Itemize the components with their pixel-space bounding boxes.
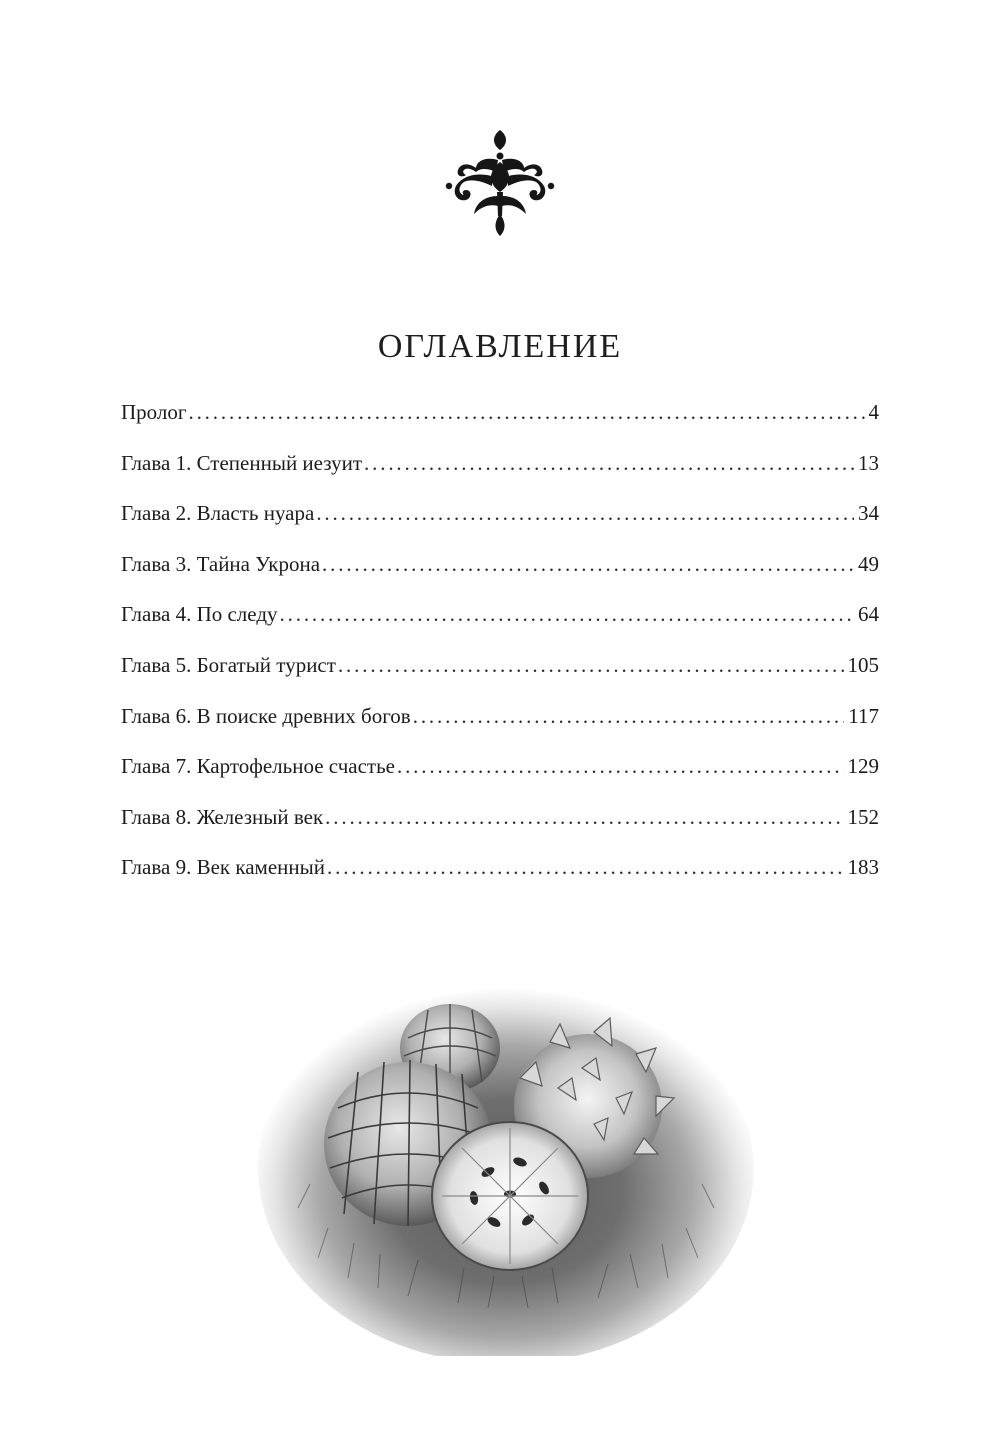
toc-entry-label: Глава 3. Тайна Укрона (121, 551, 321, 576)
toc-entry-chapter-5[interactable] (121, 653, 879, 704)
toc-entry-page: 13 (858, 450, 879, 475)
table-of-contents (121, 400, 879, 906)
toc-entry-page: 4 (868, 400, 879, 424)
toc-dot-leader (327, 855, 844, 880)
toc-dot-leader (338, 653, 844, 678)
toc-entry-prologue[interactable] (121, 400, 879, 451)
toc-entry-label: Глава 5. Богатый турист (121, 652, 336, 677)
toc-entry-label: Глава 9. Век каменный (121, 855, 325, 880)
toc-entry-page: 64 (858, 602, 879, 627)
toc-entry-label: Глава 8. Железный век (121, 804, 324, 829)
toc-dot-leader (364, 451, 854, 476)
toc-entry-label: Глава 4. По следу (121, 602, 278, 627)
toc-dot-leader (316, 501, 854, 526)
fruit-illustration (258, 958, 754, 1356)
toc-dot-leader (397, 754, 844, 779)
toc-entry-page: 34 (858, 501, 879, 526)
toc-entry-chapter-3[interactable] (121, 552, 879, 603)
toc-entry-label: Пролог (121, 400, 187, 424)
toc-entry-page: 129 (847, 754, 879, 779)
toc-dot-leader (413, 704, 845, 729)
toc-entry-chapter-4[interactable] (121, 602, 879, 653)
toc-dot-leader (322, 552, 854, 577)
toc-entry-page: 183 (847, 855, 879, 880)
toc-heading: ОГЛАВЛЕНИЕ (377, 328, 623, 365)
toc-entry-chapter-2[interactable] (121, 501, 879, 552)
toc-entry-label: Глава 2. Власть нуара (121, 501, 315, 526)
toc-entry-chapter-8[interactable] (121, 805, 879, 856)
toc-entry-page: 117 (848, 703, 879, 728)
toc-entry-label: Глава 7. Картофельное счастье (121, 754, 395, 779)
toc-entry-page: 105 (847, 652, 879, 677)
toc-entry-chapter-1[interactable] (121, 451, 879, 502)
toc-dot-leader (325, 805, 843, 830)
toc-entry-chapter-9[interactable] (121, 855, 879, 906)
floral-ornament-icon (440, 126, 560, 238)
toc-entry-label: Глава 6. В поиске древних богов (121, 703, 411, 728)
toc-entry-chapter-6[interactable] (121, 704, 879, 755)
toc-entry-page: 152 (847, 804, 879, 829)
toc-entry-page: 49 (858, 551, 879, 576)
toc-dot-leader (280, 602, 854, 627)
toc-entry-label: Глава 1. Степенный иезуит (121, 450, 363, 475)
toc-entry-chapter-7[interactable] (121, 754, 879, 805)
toc-dot-leader (188, 400, 864, 425)
